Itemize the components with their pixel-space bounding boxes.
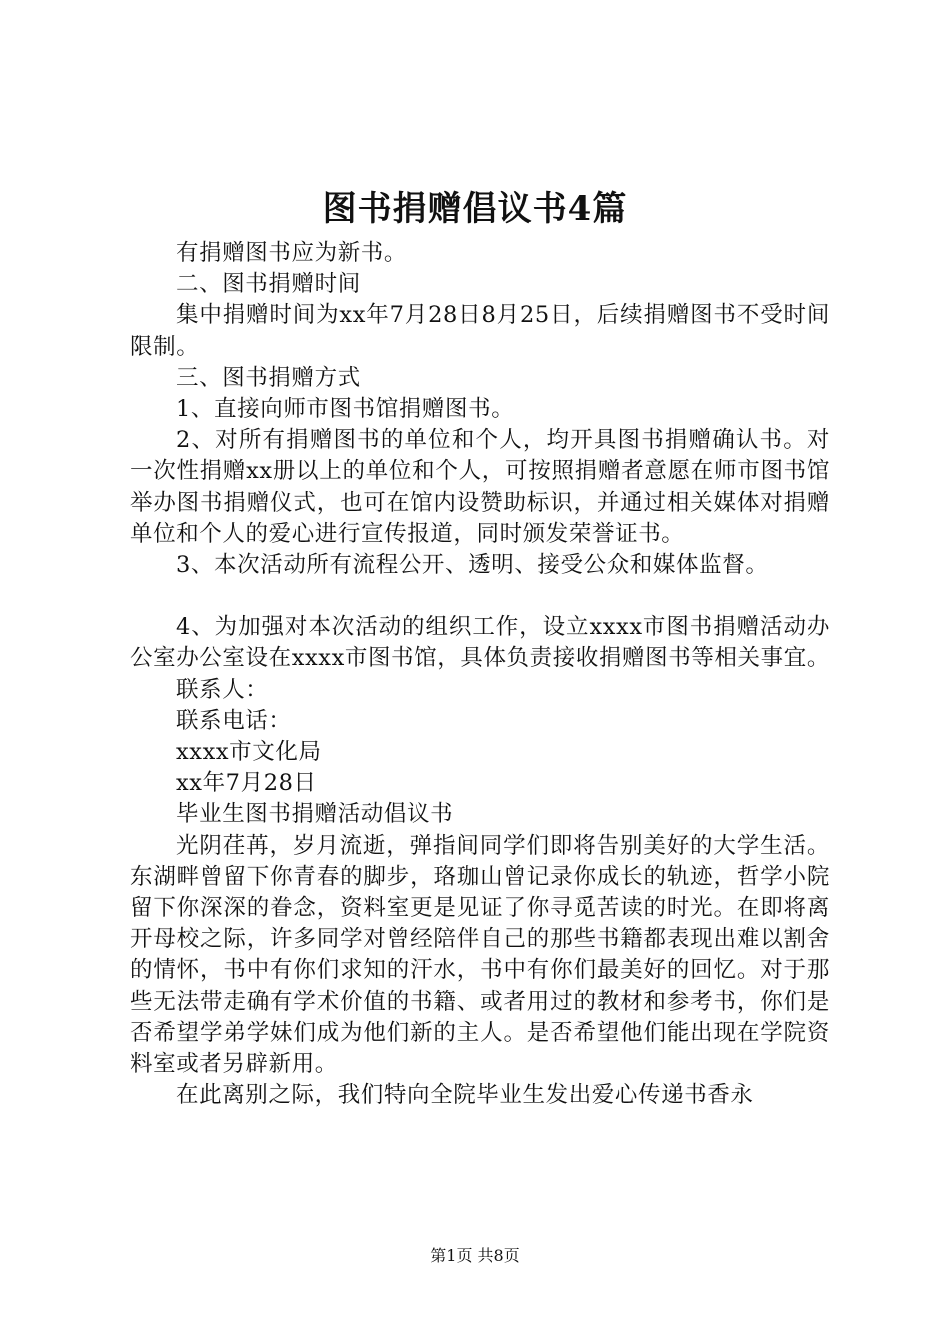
document-title: 图书捐赠倡议书4篇 bbox=[322, 189, 628, 229]
paragraph: 集中捐赠时间为xx年7月28日8月25日，后续捐赠图书不受时间限制。 bbox=[130, 302, 830, 360]
paragraph: 3、本次活动所有流程公开、透明、接受公众和媒体监督。 bbox=[176, 552, 769, 579]
issuer: xxxx市文化局 bbox=[176, 739, 322, 766]
page-footer: 第1页 共8页 bbox=[430, 1246, 520, 1265]
paragraph: 2、对所有捐赠图书的单位和个人，均开具图书捐赠确认书。对一次性捐赠xx册以上的单位和个人，可按照捐赠者意愿在师市图书馆举办图书捐赠仪式，也可在馆内设赞助标识，并通过相关媒体对捐赠单位和个人的爱心进行宣传报道，同时颁发荣誉证书。 bbox=[130, 427, 830, 547]
section-heading: 三、图书捐赠方式 bbox=[176, 364, 361, 391]
paragraph: 4、为加强对本次活动的组织工作，设立xxxx市图书捐赠活动办公室办公室设在xxxx市图书馆，具体负责接收捐赠图书等相关事宜。 bbox=[130, 614, 830, 672]
paragraph: 在此离别之际，我们特向全院毕业生发出爱心传递书香永 bbox=[176, 1082, 754, 1109]
paragraph: 1、直接向师市图书馆捐赠图书。 bbox=[176, 396, 515, 423]
subtitle: 毕业生图书捐赠活动倡议书 bbox=[176, 801, 454, 828]
issue-date: xx年7月28日 bbox=[176, 770, 317, 797]
contact-phone-label: 联系电话： bbox=[176, 707, 292, 734]
paragraph: 光阴荏苒，岁月流逝，弹指间同学们即将告别美好的大学生活。东湖畔曾留下你青春的脚步，珞珈山曾记录你成长的轨迹，哲学小院留下你深深的眷念，资料室更是见证了你寻觅苦读的时光。在即将离开母校之际，许多同学对曾经陪伴自己的那些书籍都表现出难以割舍的情怀，书中有你们求知的汗水，书中有你们最美好的回忆。对于那些无法带走确有学术价值的书籍、或者用过的教材和参考书，你们是否希望学弟学妹们成为他们新的主人。是否希望他们能出现在学院资料室或者另辟新用。 bbox=[130, 832, 830, 1078]
paragraph: 有捐赠图书应为新书。 bbox=[176, 240, 408, 266]
section-heading: 二、图书捐赠时间 bbox=[176, 271, 361, 298]
contact-person-label: 联系人： bbox=[176, 676, 269, 703]
document-body bbox=[130, 238, 830, 1111]
